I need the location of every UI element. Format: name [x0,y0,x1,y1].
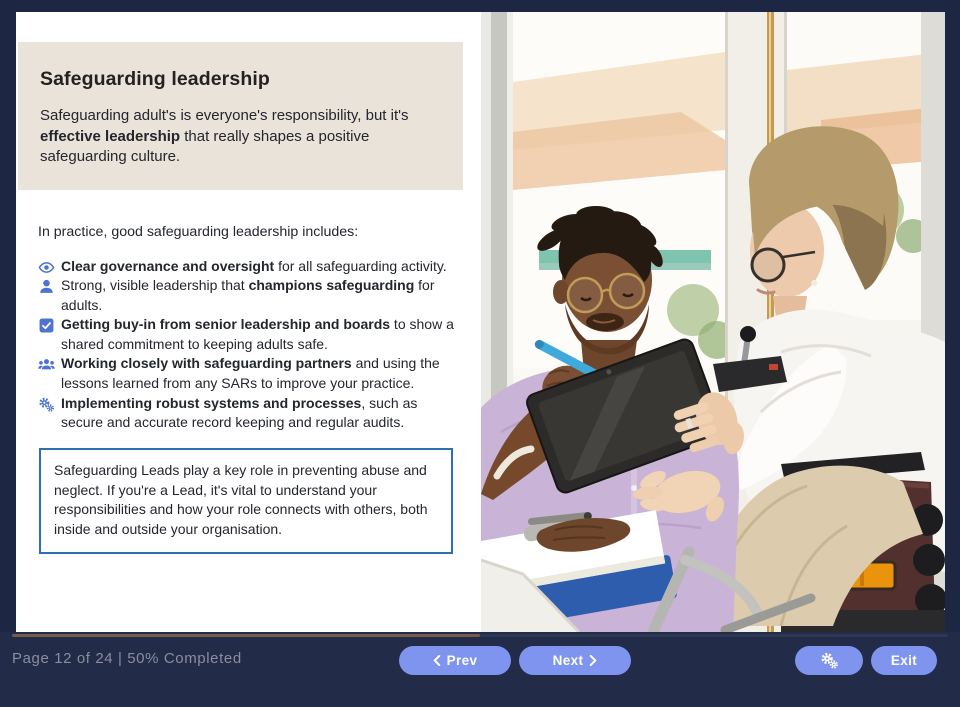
footer-bar [0,632,960,707]
chevron-right-icon [589,655,597,666]
check-square-icon [38,317,55,334]
lead-in-text: In practice, good safeguarding leadership includes: [38,223,359,240]
callout-box [39,448,453,554]
intro-text: Safeguarding adult's is everyone's responsibility, but it's effective leadership that really shapes a positive safeguarding culture. [40,107,409,165]
progress-fill [12,634,480,637]
list-item-text: Getting buy-in from senior leadership and boards to show a shared commitment to keeping adults safe. [61,316,454,352]
gears-icon [38,396,55,413]
prev-button[interactable] [399,646,511,675]
page-title: Safeguarding leadership [40,68,270,90]
users-icon [38,356,55,373]
user-icon [38,278,55,295]
list-item [38,276,463,315]
settings-button[interactable] [795,646,863,675]
chevron-left-icon [433,655,441,666]
photo-illustration [481,12,945,632]
gears-icon [820,651,839,670]
bullet-list [38,257,463,433]
list-item-text: Implementing robust systems and processes, such as secure and accurate record keeping and regular audits. [61,394,418,431]
course-photo [481,12,945,632]
next-label: Next [552,653,584,668]
page-status: Page 12 of 24 | 50% Completed [12,650,242,667]
slide-header [18,42,463,190]
eye-icon [38,259,55,276]
content-panel [16,12,481,632]
list-item-text: Working closely with safeguarding partners and using the lessons learned from any SARs to improve your practice. [61,355,440,392]
callout-text: Safeguarding Leads play a key role in preventing abuse and neglect. If you're a Lead, it's vital to understand your responsibilities and how your role connects with others, both inside and outside your organisation. [54,461,428,538]
list-item [38,315,463,354]
progress-bar [12,634,948,637]
list-item-text: Strong, visible leadership that champions safeguarding for adults. [61,277,435,313]
list-item [38,257,463,277]
next-button[interactable] [519,646,631,675]
list-item [38,394,463,433]
prev-label: Prev [446,653,478,668]
exit-button[interactable]: Exit [871,646,937,675]
list-item [38,354,463,393]
list-item-text: Clear governance and oversight for all safeguarding activity. [61,257,447,274]
